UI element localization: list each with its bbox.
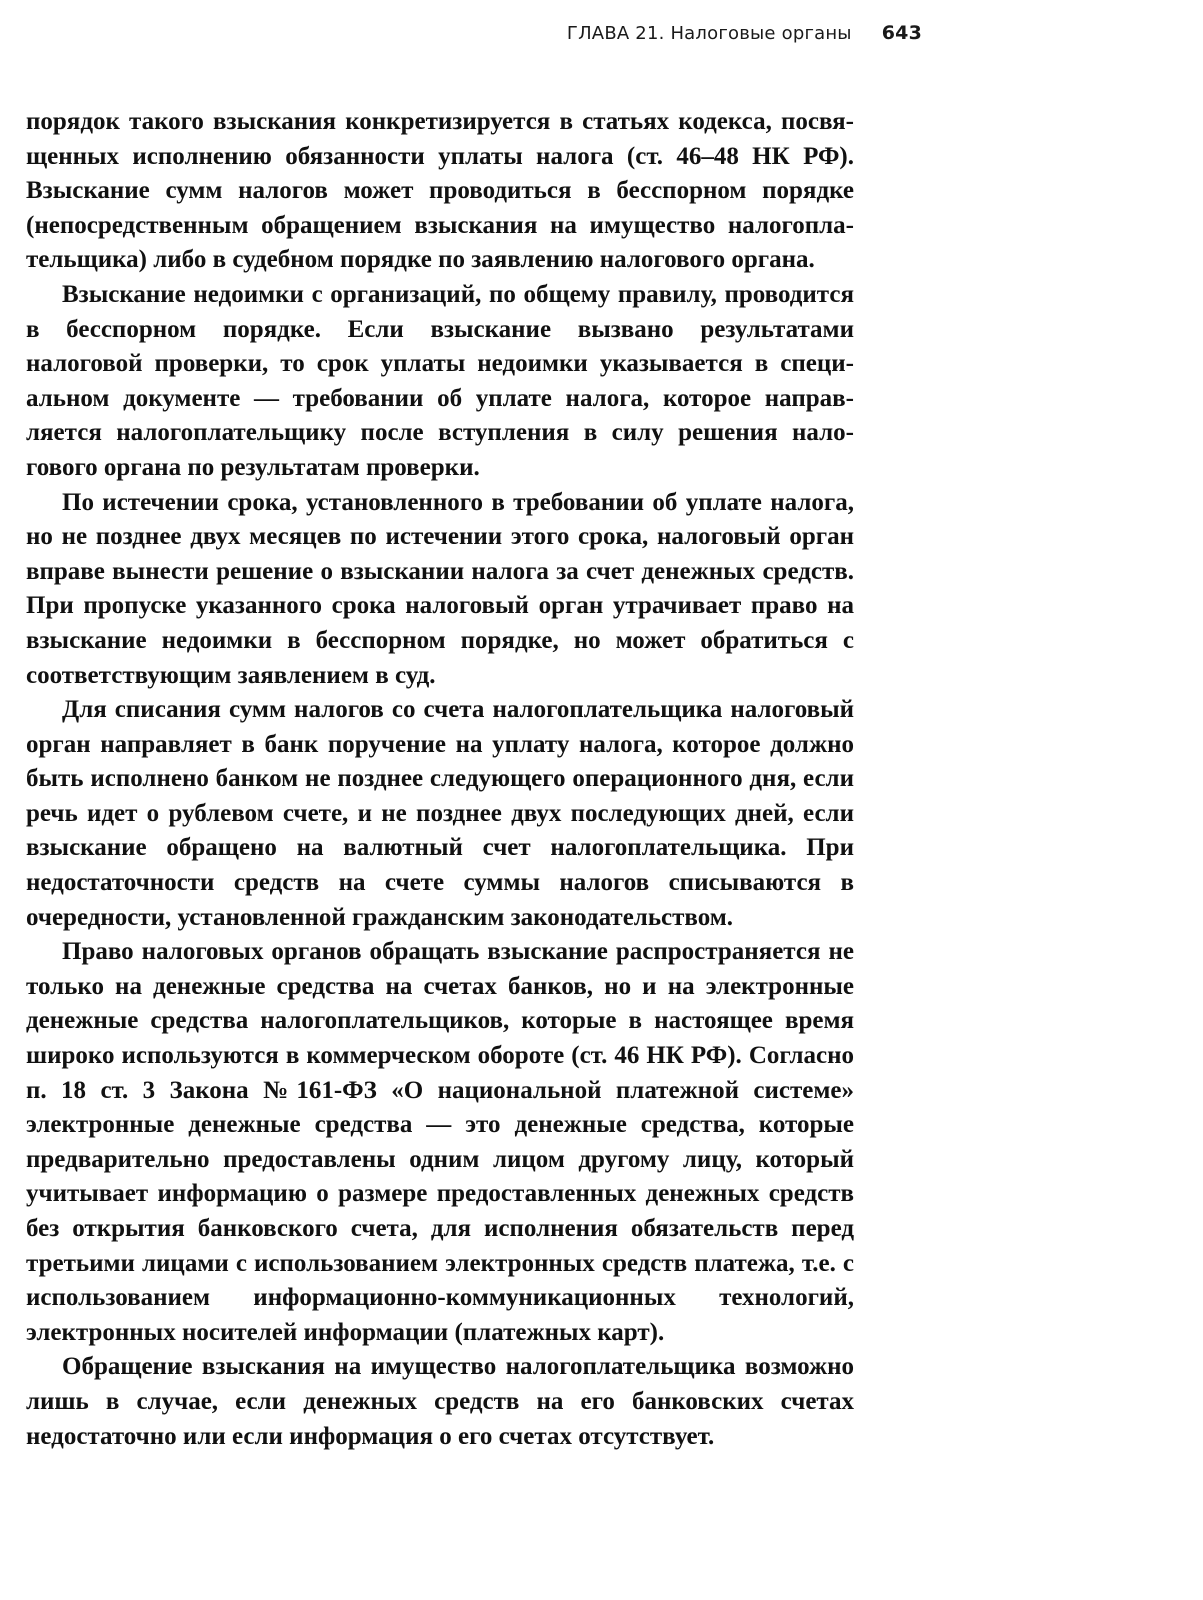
body-text (26, 105, 854, 1454)
paragraph: По истечении срока, установленного в требовании об уплате налога, но не позднее двух месяцев по истечении этого срока, налоговый орган вправе вынести решение о взыскании налога за счет денежных средств. При пропуске указанного срока налоговый орган утрачивает право на взыскание недоимки в бесспорном порядке, но может обратиться с соответствующим заявлением в суд. (26, 488, 854, 689)
chapter-title: ГЛАВА 21. Налоговые органы (566, 23, 852, 44)
paragraph-continuation: порядок такого взыскания конкретизируется в статьях кодекса, посвященных исполнению обязанности уплаты налога (ст. 46–48 НК РФ). Взыскание сумм налогов может проводиться в бесспорном порядке (непосредственным обращением взыскания на имущество налогоплательщика) либо в судебном порядке по заявлению налогового органа. (26, 108, 854, 274)
page-number: 643 (881, 22, 922, 44)
paragraph: Право налоговых органов обращать взыскание распространяется не только на денежные средства на счетах банков, но и на электронные денежные средства налогоплательщиков, которые в настоящее время широко используются в коммерческом обороте (ст. 46 НК РФ). Согласно п. 18 ст. 3 Закона №161-ФЗ «О национальной платежной системе» электронные денежные средства — это денежные средства, которые предварительно предоставлены одним лицом другому лицу, который учитывает информацию о размере предоставленных денежных средств без открытия банковского счета, для исполнения обязательств перед третьими лицами с использованием электронных средств платежа, т.е. с использованием информационно-коммуникационных технологий, электронных носителей информации (платежных карт). (26, 938, 854, 1346)
paragraph: Обращение взыскания на имущество налогоплательщика возможно лишь в случае, если денежных средств на его банковских счетах недостаточно или если информация о его счетах отсутствует. (26, 1353, 854, 1450)
paragraph: Взыскание недоимки с организаций, по общему правилу, проводится в бесспорном порядке. Если взыскание вызвано результатами налоговой проверки, то срок уплаты недоимки указывается в специальном документе — требовании об уплате налога, которое направляется налогоплательщику после вступления в силу решения налогового органа по результатам проверки. (26, 280, 854, 481)
running-head (24, 18, 922, 48)
paragraph: Для списания сумм налогов со счета налогоплательщика налоговый орган направляет в банк поручение на уплату налога, которое должно быть исполнено банком не позднее следующего операционного дня, если речь идет о рублевом счете, и не позднее двух последующих дней, если взыскание обращено на валютный счет налогоплательщика. При недостаточности средств на счете суммы налогов списываются в очередности, установленной гражданским законодательством. (26, 696, 854, 931)
